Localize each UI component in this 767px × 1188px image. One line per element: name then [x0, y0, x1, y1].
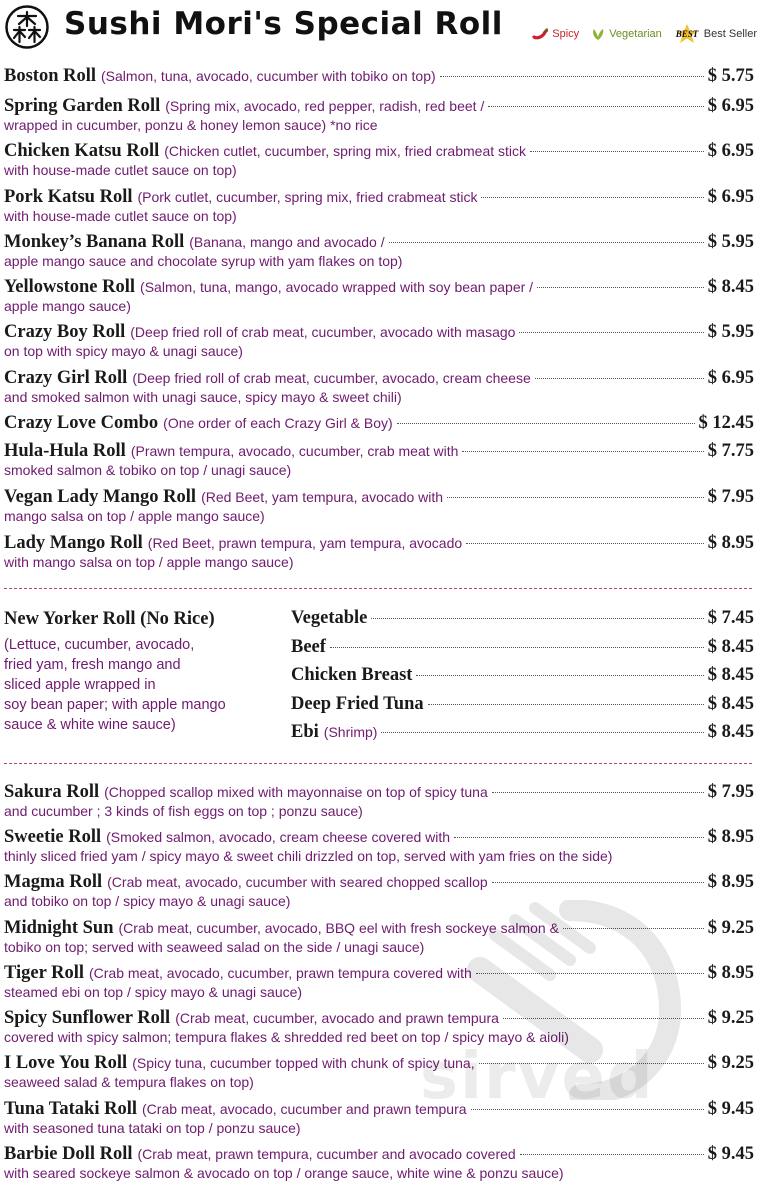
menu-item [4, 827, 754, 865]
best-star-icon [674, 24, 700, 44]
menu-item-price: $ 12.45 [698, 413, 754, 433]
new-yorker-option [291, 694, 754, 715]
watermark-text: sirved [420, 1040, 655, 1114]
menu-item-description-cont: steamed ebi on top / spicy mayo & unagi sauce) [4, 984, 303, 1000]
menu-item-name: Crazy Girl Roll [4, 368, 128, 388]
menu-item-description-cont: and smoked salmon with unagi sauce, spicy mayo & sweet chili) [4, 389, 402, 405]
dot-leader [476, 973, 704, 974]
menu-item-description: (Salmon, tuna, avocado, cucumber with tobiko on top) [101, 68, 436, 84]
dot-leader [440, 76, 704, 77]
menu-item-description-cont: wrapped in cucumber, ponzu & honey lemon sauce) *no rice [4, 117, 378, 133]
option-price: $ 8.45 [707, 694, 754, 714]
dot-leader [488, 106, 703, 107]
menu-item-price: $ 9.25 [707, 1008, 754, 1028]
new-yorker-description [4, 635, 274, 735]
best-badge-text: BEST [675, 29, 699, 39]
dot-leader [537, 287, 704, 288]
menu-item-name: Crazy Boy Roll [4, 322, 126, 342]
menu-item [4, 872, 754, 910]
menu-item-description: (Crab meat, cucumber, avocado, BBQ eel with fresh sockeye salmon & [118, 920, 559, 936]
menu-item-description-cont: seaweed salad & tempura flakes on top) [4, 1074, 254, 1090]
menu-item [4, 322, 754, 360]
menu-item-price: $ 8.95 [707, 827, 754, 847]
chili-pepper-icon [532, 28, 548, 40]
menu-item-description-cont: apple mango sauce) [4, 298, 131, 314]
menu-item-description-cont: with mango salsa on top / apple mango sauce) [4, 554, 294, 570]
option-name: Deep Fried Tuna [291, 694, 424, 714]
menu-item [4, 232, 754, 270]
menu-item [4, 368, 754, 406]
menu-item-name: Yellowstone Roll [4, 277, 136, 297]
dot-leader [389, 242, 704, 243]
menu-item-name: Spring Garden Roll [4, 96, 161, 116]
menu-item-description: (Deep fried roll of crab meat, cucumber, avocado, cream cheese [132, 370, 531, 386]
menu-item-description: (Red Beet, prawn tempura, yam tempura, avocado [147, 535, 463, 551]
option-name: Ebi [291, 722, 319, 742]
legend [532, 24, 757, 44]
menu-item-price: $ 6.95 [707, 141, 754, 161]
menu-item [4, 963, 754, 1001]
menu-item-price: $ 7.95 [707, 782, 754, 802]
menu-item-description: (Chicken cutlet, cucumber, spring mix, fried crabmeat stick [164, 143, 527, 159]
menu-item-price: $ 5.95 [707, 322, 754, 342]
menu-item-name: Magma Roll [4, 872, 103, 892]
menu-item-description: (Salmon, tuna, mango, avocado wrapped with soy bean paper / [140, 279, 534, 295]
menu-item-price: $ 9.25 [707, 918, 754, 938]
menu-item-price: $ 9.25 [707, 1053, 754, 1073]
legend-best-seller-label: Best Seller [703, 28, 757, 40]
menu-item-name: I Love You Roll [4, 1053, 128, 1073]
dot-leader [371, 618, 703, 619]
menu-item-price: $ 6.95 [707, 368, 754, 388]
menu-item [4, 141, 754, 179]
menu-item-price: $ 9.45 [707, 1144, 754, 1164]
menu-item [4, 277, 754, 315]
menu-item-description-cont: covered with spicy salmon; tempura flakes & shredded red beet on top / spicy mayo & aioli) [4, 1029, 569, 1045]
dot-leader [416, 675, 703, 676]
menu-item-line [4, 277, 754, 298]
option-price: $ 7.45 [707, 608, 754, 628]
new-yorker-option [291, 665, 754, 686]
menu-item-description-cont: apple mango sauce and chocolate syrup with yam flakes on top) [4, 253, 403, 269]
dot-leader [454, 837, 704, 838]
menu-item-name: Tiger Roll [4, 963, 84, 983]
option-price: $ 8.45 [707, 637, 754, 657]
menu-item-price: $ 9.45 [707, 1099, 754, 1119]
menu-item [4, 66, 754, 87]
menu-item-description-cont: on top with spicy mayo & unagi sauce) [4, 343, 243, 359]
menu-item-description: (Spicy tuna, cucumber topped with chunk of spicy tuna, [132, 1055, 475, 1071]
new-yorker-desc-line: (Lettuce, cucumber, avocado, [4, 637, 195, 653]
menu-item-description: (One order of each Crazy Girl & Boy) [163, 415, 393, 431]
menu-item-description-cont: and tobiko on top / spicy mayo & unagi sauce) [4, 893, 291, 909]
menu-item-description: (Spring mix, avocado, red pepper, radish, red beet / [165, 98, 485, 114]
menu-item-name: Pork Katsu Roll [4, 187, 133, 207]
dot-leader [503, 1018, 704, 1019]
page-title: Sushi Mori's Special Roll [64, 6, 503, 42]
menu-item-name: Chicken Katsu Roll [4, 141, 160, 161]
dot-leader [462, 451, 703, 452]
menu-item-description: (Chopped scallop mixed with mayonnaise on top of spicy tuna [104, 784, 488, 800]
menu-item-line [4, 963, 754, 984]
legend-spicy [532, 28, 579, 40]
menu-item [4, 96, 754, 134]
option-name: Beef [291, 637, 326, 657]
menu-item-line [4, 827, 754, 848]
section-divider [4, 588, 752, 589]
menu-item-line [4, 96, 754, 117]
menu-item-line [4, 232, 754, 253]
menu-item-line [4, 782, 754, 803]
menu-item-price: $ 7.95 [707, 487, 754, 507]
dot-leader [492, 882, 704, 883]
menu-item-description: (Crab meat, avocado, cucumber, prawn tempura covered with [89, 965, 472, 981]
dot-leader [330, 647, 704, 648]
menu-item-description: (Crab meat, prawn tempura, cucumber and avocado covered [137, 1146, 516, 1162]
menu-item [4, 487, 754, 525]
menu-item-name: Lady Mango Roll [4, 533, 143, 553]
dot-leader [466, 543, 704, 544]
menu-item-description-cont: and cucumber ; 3 kinds of fish eggs on top ; ponzu sauce) [4, 803, 363, 819]
option-note: (Shrimp) [323, 724, 378, 740]
new-yorker-option [291, 722, 754, 743]
menu-item-line [4, 487, 754, 508]
menu-item-price: $ 8.95 [707, 533, 754, 553]
menu-item-description: (Red Beet, yam tempura, avocado with [201, 489, 444, 505]
menu-item-price: $ 8.95 [707, 963, 754, 983]
menu-item-line [4, 187, 754, 208]
menu-item-name: Monkey’s Banana Roll [4, 232, 185, 252]
legend-vegetarian-label: Vegetarian [609, 28, 662, 40]
menu-item-description-cont: tobiko on top; served with seaweed salad on the side / unagi sauce) [4, 939, 425, 955]
menu-item-line [4, 1144, 754, 1165]
dot-leader [530, 151, 704, 152]
menu-item-price: $ 6.95 [707, 96, 754, 116]
menu-item-description: (Crab meat, avocado, cucumber with seared chopped scallop [107, 874, 488, 890]
menu-item-price: $ 8.45 [707, 277, 754, 297]
menu-item-description-cont: with house-made cutlet sauce on top) [4, 162, 237, 178]
leaf-icon [591, 27, 605, 41]
menu-item-name: Midnight Sun [4, 918, 114, 938]
menu-item-line [4, 413, 754, 434]
legend-spicy-label: Spicy [552, 28, 580, 40]
menu-item-line [4, 141, 754, 162]
menu-item-description: (Pork cutlet, cucumber, spring mix, fried crabmeat stick [137, 189, 478, 205]
menu-item-name: Barbie Doll Roll [4, 1144, 133, 1164]
menu-item-description: (Crab meat, avocado, cucumber and prawn tempura [142, 1101, 467, 1117]
menu-item-name: Boston Roll [4, 66, 97, 86]
menu-item-line [4, 872, 754, 893]
section-divider [4, 763, 752, 764]
menu-item-line [4, 368, 754, 389]
menu-item-price: $ 7.75 [707, 441, 754, 461]
menu-item-line [4, 322, 754, 343]
dot-leader [428, 704, 704, 705]
dot-leader [519, 332, 703, 333]
new-yorker-option [291, 608, 754, 629]
menu-item-line [4, 533, 754, 554]
menu-item-name: Hula-Hula Roll [4, 441, 126, 461]
menu-item-name: Sakura Roll [4, 782, 100, 802]
menu-item-name: Crazy Love Combo [4, 413, 159, 433]
menu-item-price: $ 6.95 [707, 187, 754, 207]
menu-item-description-cont: with seared sockeye salmon & avocado on top / orange sauce, white wine & ponzu sauce) [4, 1165, 564, 1181]
option-name: Chicken Breast [291, 665, 413, 685]
new-yorker-desc-line: soy bean paper; with apple mango [4, 697, 226, 713]
option-price: $ 8.45 [707, 665, 754, 685]
option-name: Vegetable [291, 608, 368, 628]
menu-item-description-cont: smoked salmon & tobiko on top / unagi sauce) [4, 462, 292, 478]
menu-item-price: $ 8.95 [707, 872, 754, 892]
menu-item-description-cont: mango salsa on top / apple mango sauce) [4, 508, 265, 524]
menu-item [4, 918, 754, 956]
menu-item-description: (Crab meat, cucumber, avocado and prawn tempura [175, 1010, 499, 1026]
menu-item-description-cont: thinly sliced fried yam / spicy mayo & sweet chili drizzled on top, served with yam fries on the side) [4, 848, 613, 864]
menu-item-price: $ 5.95 [707, 232, 754, 252]
menu-item-name: Sweetie Roll [4, 827, 102, 847]
dot-leader [563, 928, 704, 929]
dot-leader [535, 378, 704, 379]
menu-item-description-cont: with seasoned tuna tataki on top / ponzu sauce) [4, 1120, 301, 1136]
menu-item [4, 782, 754, 820]
new-yorker-desc-line: sliced apple wrapped in [4, 677, 156, 693]
legend-vegetarian [591, 27, 662, 41]
menu-item-price: $ 5.75 [707, 66, 754, 86]
dot-leader [381, 732, 703, 733]
menu-item-description: (Smoked salmon, avocado, cream cheese covered with [106, 829, 451, 845]
menu-item-name: Spicy Sunflower Roll [4, 1008, 171, 1028]
option-price: $ 8.45 [707, 722, 754, 742]
dot-leader [481, 197, 703, 198]
dot-leader [447, 497, 704, 498]
dot-leader [397, 423, 695, 424]
dot-leader [492, 792, 704, 793]
menu-item [4, 187, 754, 225]
menu-item-line [4, 1008, 754, 1029]
menu-item-line [4, 66, 754, 87]
new-yorker-option [291, 637, 754, 658]
menu-item [4, 1144, 754, 1182]
new-yorker-title: New Yorker Roll (No Rice) [4, 609, 215, 629]
sushi-mori-logo [5, 5, 49, 49]
dot-leader [520, 1154, 704, 1155]
legend-best-seller [674, 24, 757, 44]
menu-item-line [4, 441, 754, 462]
menu-item-line [4, 918, 754, 939]
new-yorker-desc-line: fried yam, fresh mango and [4, 657, 181, 673]
menu-item [4, 441, 754, 479]
menu-item-description-cont: with house-made cutlet sauce on top) [4, 208, 237, 224]
menu-item-name: Vegan Lady Mango Roll [4, 487, 197, 507]
menu-item-name: Tuna Tataki Roll [4, 1099, 138, 1119]
menu-item-description: (Prawn tempura, avocado, cucumber, crab meat with [130, 443, 459, 459]
new-yorker-desc-line: sauce & white wine sauce) [4, 717, 176, 733]
menu-item [4, 413, 754, 434]
menu-item-description: (Deep fried roll of crab meat, cucumber, avocado with masago [130, 324, 516, 340]
menu-item [4, 533, 754, 571]
menu-item-description: (Banana, mango and avocado / [189, 234, 385, 250]
